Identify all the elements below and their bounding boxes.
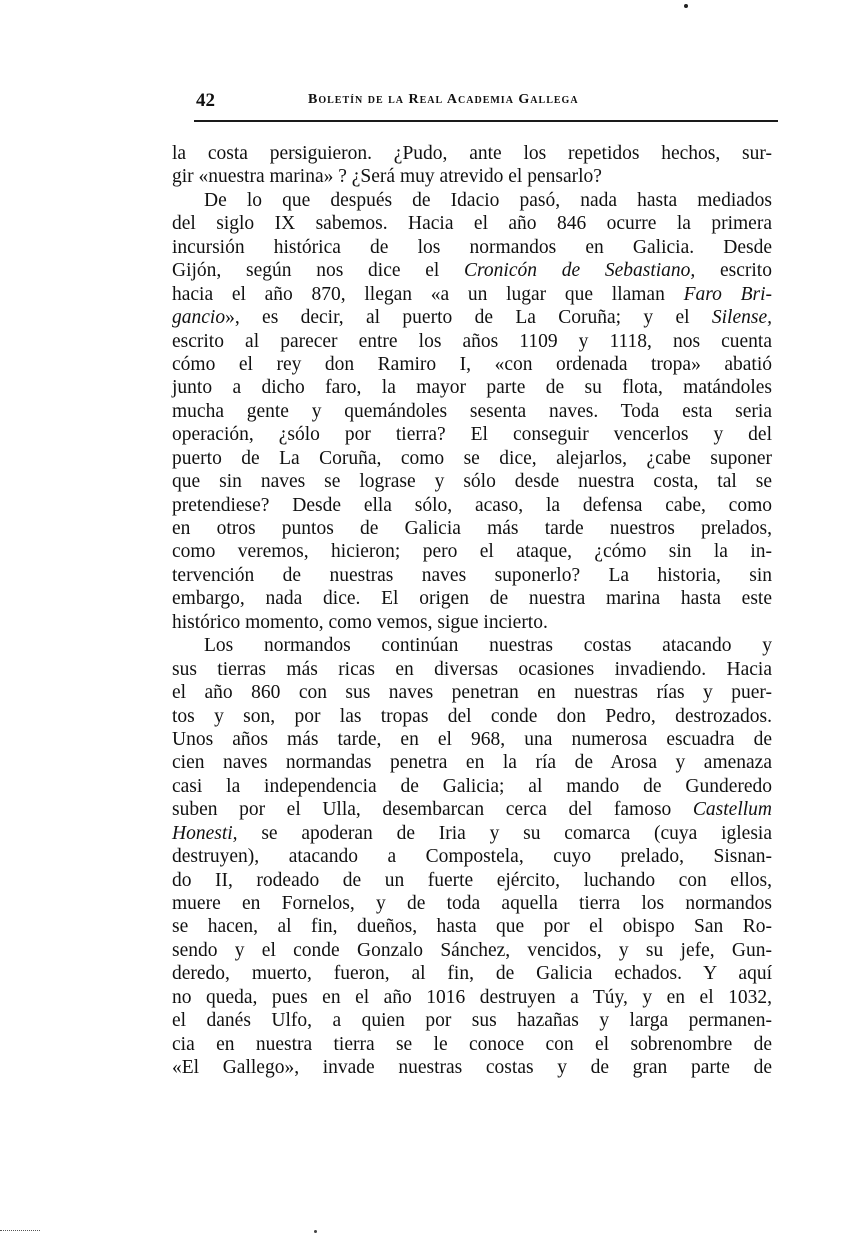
line-text: histórico momento, como vemos, sigue incierto. (172, 611, 548, 633)
line-text: suben por el Ulla, desembarcan cerca del famoso (172, 799, 693, 821)
line-text: escrito (695, 260, 772, 282)
text-line (172, 376, 772, 399)
line-text: no queda, pues en el año 1016 destruyen a Túy, y en el 1032, (172, 986, 772, 1008)
text-line (172, 470, 772, 493)
italic-text: Castellum (692, 799, 772, 821)
line-text: el danés Ulfo, a quien por sus hazañas y larga permanen- (172, 1010, 772, 1032)
text-line (172, 165, 772, 188)
line-text: tervención de nuestras naves suponerlo? La historia, sin (172, 564, 772, 586)
line-text: gir «nuestra marina» ? ¿Será muy atrevido el pensarlo? (172, 166, 602, 188)
line-text: sendo y el conde Gonzalo Sánchez, vencidos, y su jefe, Gun- (172, 939, 772, 961)
line-text: pretendiese? Desde ella sólo, acaso, la defensa cabe, como (172, 494, 772, 516)
text-line (172, 798, 772, 821)
text-line (172, 353, 772, 376)
line-text: el año 860 con sus naves penetran en nuestras rías y puer- (172, 682, 772, 704)
text-line (172, 306, 772, 329)
line-text: puerto de La Coruña, como se dice, alejarlos, ¿cabe suponer (172, 447, 772, 469)
line-text: do II, rodeado de un fuerte ejército, luchando con ellos, (172, 869, 772, 891)
line-text: cia en nuestra tierra se le conoce con el sobrenombre de (172, 1033, 772, 1055)
text-line (172, 634, 772, 657)
line-text: tos y son, por las tropas del conde don Pedro, destrozados. (172, 705, 772, 727)
line-text: mucha gente y quemándoles sesenta naves. Toda esta seria (172, 400, 772, 422)
line-text: cien naves normandas penetra en la ría de Arosa y amenaza (172, 752, 772, 774)
text-line (172, 751, 772, 774)
line-text: casi la independencia de Galicia; al mando de Gunderedo (172, 775, 772, 797)
text-line (172, 212, 772, 235)
text-line (172, 400, 772, 423)
scan-edge-mark (0, 1230, 40, 1232)
line-text: », es decir, al puerto de La Coruña; y el (225, 307, 712, 329)
line-text: deredo, muerto, fueron, al fin, de Galicia echados. Y aquí (172, 963, 772, 985)
text-line (172, 540, 772, 563)
italic-text: Honesti, (172, 822, 238, 844)
italic-text: Cronicón de Sebastiano, (464, 260, 696, 282)
running-title: Boletín de la Real Academia Gallega (308, 92, 579, 107)
text-line (172, 330, 772, 353)
line-text: escrito al parecer entre los años 1109 y 1118, nos cuenta (172, 330, 772, 352)
text-line (172, 892, 772, 915)
body-text (172, 142, 772, 1080)
line-text: Gijón, según nos dice el (172, 260, 465, 282)
text-line (172, 658, 772, 681)
text-line (172, 681, 772, 704)
text-line (172, 517, 772, 540)
line-text: «El Gallego», invade nuestras costas y de gran parte de (172, 1057, 772, 1079)
line-text: del siglo IX sabemos. Hacia el año 846 ocurre la primera (172, 213, 772, 235)
text-line (172, 494, 772, 517)
text-line (172, 1056, 772, 1079)
text-line (172, 775, 772, 798)
page-number: 42 (196, 90, 215, 111)
text-line (172, 915, 772, 938)
text-line (172, 939, 772, 962)
text-line (172, 1009, 772, 1032)
line-text: en otros puntos de Galicia más tarde nuestros prelados, (172, 518, 772, 539)
scan-speck (684, 4, 688, 8)
line-text: sus tierras más ricas en diversas ocasiones invadiendo. Hacia (172, 658, 772, 680)
line-text: que sin naves se lograse y sólo desde nuestra costa, tal se (172, 471, 772, 493)
text-line (172, 189, 772, 212)
text-line (172, 1033, 772, 1056)
italic-text: gancio (172, 307, 226, 329)
italic-text: Silense, (711, 307, 772, 329)
text-line (172, 283, 772, 306)
line-text: se apoderan de Iria y su comarca (cuya iglesia (237, 822, 772, 844)
text-line (172, 423, 772, 446)
text-line (172, 447, 772, 470)
text-line (172, 259, 772, 282)
text-line (172, 705, 772, 728)
text-line (172, 728, 772, 751)
line-text: destruyen), atacando a Compostela, cuyo prelado, Sisnan- (172, 846, 772, 868)
running-header (194, 86, 778, 122)
line-text: la costa persiguieron. ¿Pudo, ante los repetidos hechos, sur- (172, 143, 772, 164)
line-text: muere en Fornelos, y de toda aquella tierra los normandos (172, 893, 772, 914)
text-line (172, 986, 772, 1009)
text-line (172, 962, 772, 985)
line-text: hacia el año 870, llegan «a un lugar que llaman (172, 283, 684, 305)
text-line (172, 822, 772, 845)
line-text: operación, ¿sólo por tierra? El conseguir vencerlos y del (172, 424, 772, 446)
line-text: cómo el rey don Ramiro I, «con ordenada tropa» abatió (172, 353, 772, 375)
text-line (172, 587, 772, 610)
line-text: se hacen, al fin, dueños, hasta que por el obispo San Ro- (172, 916, 772, 938)
line-text: embargo, nada dice. El origen de nuestra marina hasta este (172, 588, 772, 610)
line-text: como veremos, hicieron; pero el ataque, ¿cómo sin la in- (172, 541, 772, 563)
text-line (172, 869, 772, 892)
line-text: De lo que después de Idacio pasó, nada hasta mediados (204, 189, 772, 211)
line-text: incursión histórica de los normandos en Galicia. Desde (172, 236, 772, 258)
text-line (172, 611, 772, 634)
scan-speck-bottom (314, 1230, 317, 1233)
text-line (172, 564, 772, 587)
text-line (172, 236, 772, 259)
italic-text: Faro Bri- (683, 283, 772, 305)
text-line (172, 142, 772, 165)
text-line (172, 845, 772, 868)
line-text: junto a dicho faro, la mayor parte de su flota, matándoles (172, 377, 772, 399)
line-text: Los normandos continúan nuestras costas atacando y (204, 635, 772, 657)
line-text: Unos años más tarde, en el 968, una numerosa escuadra de (172, 728, 772, 750)
